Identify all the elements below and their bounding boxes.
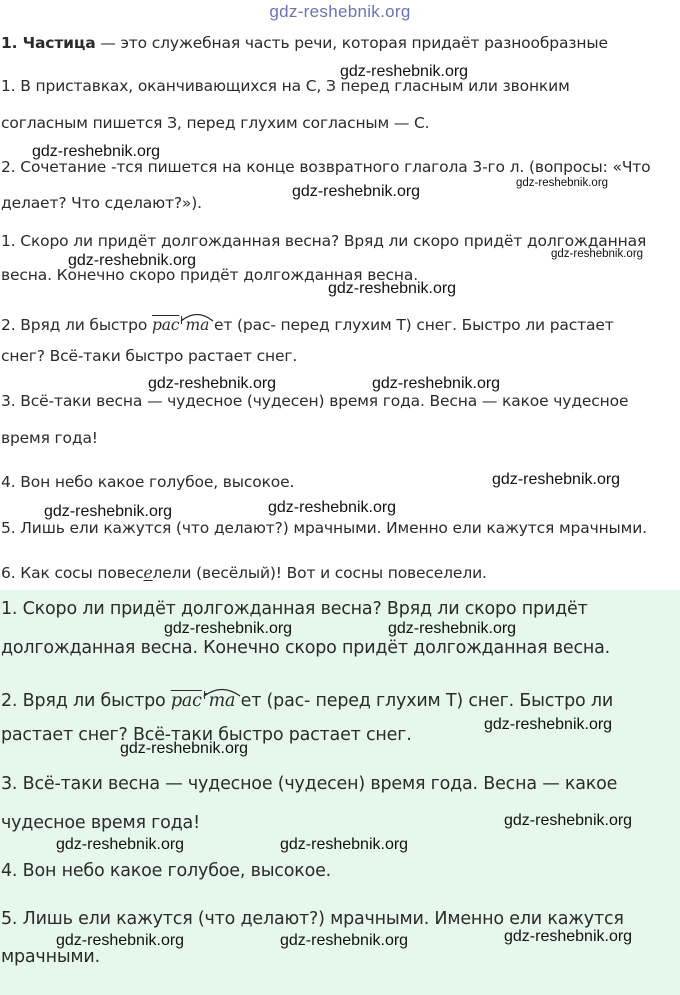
watermark: gdz-reshebnik.org	[492, 471, 621, 488]
watermark-small: gdz-reshebnik.org	[516, 177, 609, 189]
watermark: gdz-reshebnik.org	[504, 928, 633, 945]
green-answer-5-line-1: 5. Лишь ели кажутся (что делают?) мрачными. Именно ели кажутся	[1, 909, 624, 929]
green-answer-3-line-2: чудесное время года!	[1, 813, 200, 833]
watermark: gdz-reshebnik.org	[32, 143, 161, 160]
watermark: gdz-reshebnik.org	[120, 740, 249, 757]
watermark: gdz-reshebnik.org	[44, 503, 173, 520]
green-prefix-mark: рас	[171, 691, 202, 711]
root-mark: та	[186, 316, 210, 334]
watermark: gdz-reshebnik.org	[56, 932, 185, 949]
answer-3-line-2: время года!	[1, 429, 98, 447]
answer-6: 6. Как сосы повеселели (весёлый)! Вот и сосны повеселели.	[1, 564, 487, 582]
watermark: gdz-reshebnik.org	[372, 375, 501, 392]
theory-line-4: 2. Сочетание -тся пишется на конце возвратного глагола 3-го л. (вопросы: «Что	[1, 158, 651, 176]
green-answer-2-line-1: 2. Вряд ли быстро рас ′ та ет (рас- перед глухим Т) снег. Быстро ли	[1, 686, 613, 712]
answer-1-line-1: 1. Скоро ли придёт долгожданная весна? Вряд ли скоро придёт долгожданная	[1, 232, 647, 250]
watermark: gdz-reshebnik.org	[148, 375, 277, 392]
answer-2-line-1	[1, 311, 614, 335]
green-answer-3-line-1: 3. Всё-таки весна — чудесное (чудесен) время года. Весна — какое	[1, 774, 618, 794]
watermark: gdz-reshebnik.org	[280, 932, 409, 949]
answer-1-line-2: весна. Конечно скоро придёт долгожданная весна.	[1, 266, 419, 284]
watermark: gdz-reshebnik.org	[268, 499, 397, 516]
green-morpheme-word: рас ′ та	[171, 686, 235, 712]
watermark: gdz-reshebnik.org	[56, 836, 185, 853]
answer-5: 5. Лишь ели кажутся (что делают?) мрачными. Именно ели кажутся мрачными.	[1, 519, 647, 537]
watermark: gdz-reshebnik.org	[292, 183, 421, 200]
answer-2-line-2: снег? Всё-таки быстро растает снег.	[1, 347, 298, 365]
watermark: gdz-reshebnik.org	[340, 63, 469, 80]
watermark-small: gdz-reshebnik.org	[551, 248, 644, 260]
highlighted-letter: е	[143, 564, 153, 582]
answer-4: 4. Вон небо какое голубое, высокое.	[1, 473, 295, 491]
watermark: gdz-reshebnik.org	[280, 836, 409, 853]
theory-line-2: 1. В приставках, оканчивающихся на С, З перед гласным или звонким	[1, 77, 570, 95]
watermark: gdz-reshebnik.org	[504, 812, 633, 829]
theory-line-3: согласным пишется З, перед глухим согласным — С.	[1, 114, 430, 132]
green-root-arc-icon	[203, 687, 241, 697]
watermark: gdz-reshebnik.org	[68, 252, 197, 269]
green-root-mark: та	[209, 691, 236, 711]
answer-2-start: 2. Вряд ли быстро	[1, 316, 152, 334]
green-answer-2-line-2: растает снег? Всё-таки быстро растает снег.	[1, 725, 412, 745]
prefix-mark: рас	[152, 316, 179, 334]
theory-line-5: делает? Что сделают?»).	[1, 194, 202, 212]
header-watermark: gdz-reshebnik.org	[269, 2, 411, 21]
answer-2-end: ет (рас- перед глухим Т) снег. Быстро ли растает	[213, 316, 614, 334]
watermark: gdz-reshebnik.org	[388, 620, 517, 637]
theory-line-1	[1, 33, 608, 53]
green-answer-4: 4. Вон небо какое голубое, высокое.	[1, 861, 332, 881]
green-answer-1-line-2: долгожданная весна. Конечно скоро придёт долгожданная весна.	[1, 638, 610, 658]
theory-term: 1. Частица	[1, 34, 96, 52]
morpheme-word: рас ′ та	[152, 311, 209, 335]
green-answer-5-line-2: мрачными.	[1, 947, 100, 967]
theory-definition: — это служебная часть речи, которая придаёт разнообразные	[95, 34, 608, 52]
green-answer-1-line-1: 1. Скоро ли придёт долгожданная весна? Вряд ли скоро придёт	[1, 599, 588, 619]
watermark: gdz-reshebnik.org	[164, 620, 293, 637]
watermark: gdz-reshebnik.org	[328, 280, 457, 297]
watermark: gdz-reshebnik.org	[484, 716, 613, 733]
root-arc-icon	[180, 312, 214, 322]
answer-3-line-1: 3. Всё-таки весна — чудесное (чудесен) время года. Весна — какое чудесное	[1, 392, 629, 410]
